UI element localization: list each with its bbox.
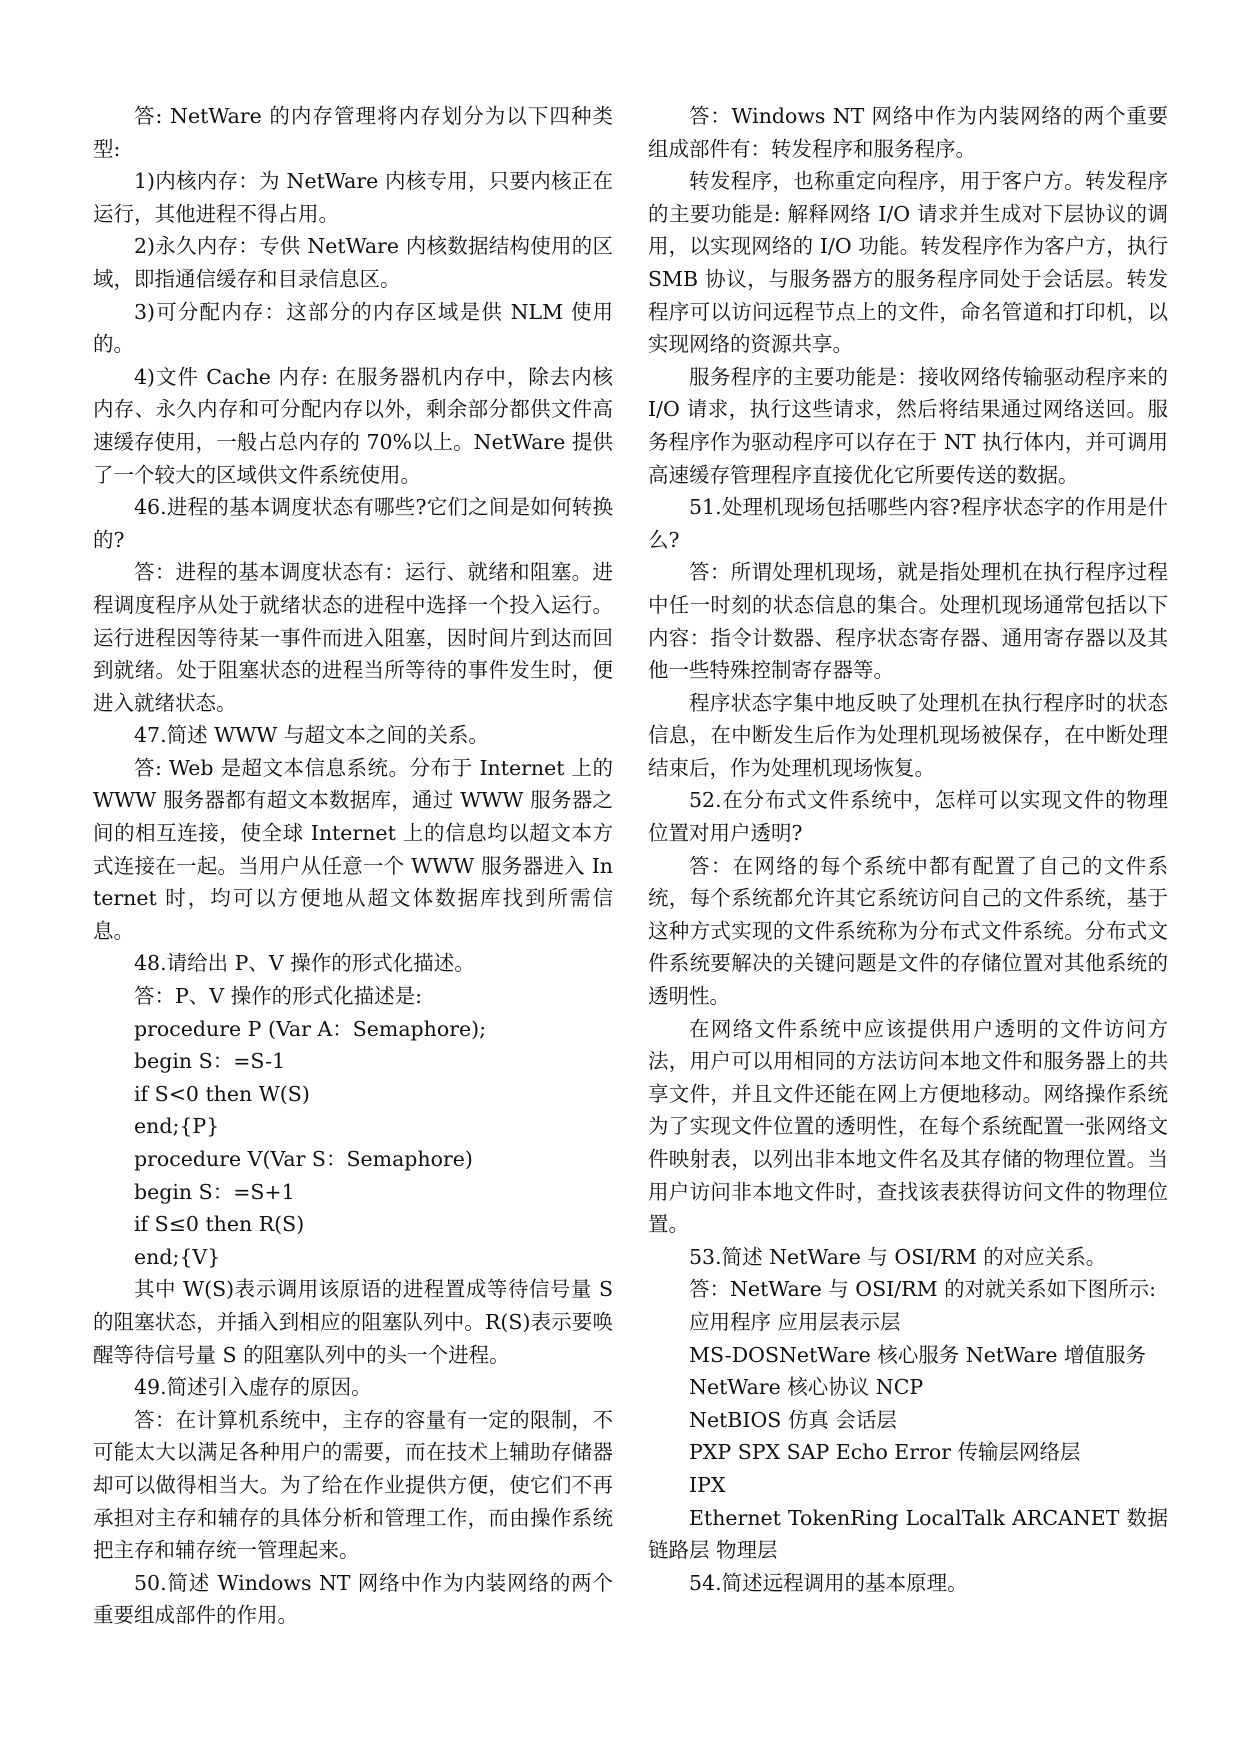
right-column	[648, 100, 1168, 1599]
layer-mapping-line: MS-DOSNetWare 核心服务 NetWare 增值服务	[689, 1342, 1147, 1367]
paragraph: 3)可分配内存：这部分的内存区域是供 NLM 使用的。	[93, 299, 613, 357]
paragraph: 答：Windows NT 网络中作为内装网络的两个重要组成部件有：转发程序和服务程序。	[648, 104, 1168, 161]
question-heading: 53.简述 NetWare 与 OSI/RM 的对应关系。	[689, 1244, 1107, 1269]
paragraph: 答: Web 是超文本信息系统。分布于 Internet 上的 WWW 服务器都有超文本数据库，通过 WWW 服务器之间的相互连接，使全球 Internet 上的信息均以超文本方式连接在一起。当用户从任意一个 WWW 服务器进入 Internet 时，均可以方便地从超文体数据库找到所需信息。	[93, 755, 613, 943]
paragraph: 其中 W(S)表示调用该原语的进程置成等待信号量 S 的阻塞状态，并插入到相应的阻塞队列中。R(S)表示要唤醒等待信号量 S 的阻塞队列中的头一个进程。	[93, 1277, 613, 1367]
question-heading: 46.进程的基本调度状态有哪些?它们之间是如何转换的?	[93, 495, 613, 552]
question-heading: 54.简述远程调用的基本原理。	[689, 1570, 968, 1595]
question-heading: 48.请给出 P、V 操作的形式化描述。	[134, 951, 475, 976]
paragraph: 答: NetWare 的内存管理将内存划分为以下四种类型:	[93, 104, 613, 161]
code-line: if S≤0 then R(S)	[134, 1212, 305, 1237]
paragraph: 答：在网络的每个系统中都有配置了自己的文件系统，每个系统都允许其它系统访问自己的文件系统，基于这种方式实现的文件系统称为分布式文件系统。分布式文件系统要解决的关键问题是文件的存储位置对其他系统的透明性。	[648, 853, 1168, 1009]
question-heading: 49.简述引入虚存的原因。	[134, 1375, 372, 1400]
layer-mapping-line: IPX	[689, 1472, 726, 1497]
paragraph: 在网络文件系统中应该提供用户透明的文件访问方法，用户可以用相同的方法访问本地文件和服务器上的共享文件，并且文件还能在网上方便地移动。网络操作系统为了实现文件位置的透明性，在每个系统配置一张网络文件映射表，以列出非本地文件名及其存储的物理位置。当用户访问非本地文件时，查找该表获得访问文件的物理位置。	[648, 1016, 1168, 1237]
layer-mapping-line: NetWare 核心协议 NCP	[689, 1375, 924, 1400]
code-line: if S<0 then W(S)	[134, 1081, 310, 1106]
question-heading: 47.简述 WWW 与超文本之间的关系。	[134, 723, 489, 748]
question-heading: 52.在分布式文件系统中，怎样可以实现文件的物理位置对用户透明?	[648, 788, 1168, 846]
code-line: end;{V}	[134, 1244, 221, 1269]
code-line: end;{P}	[134, 1114, 220, 1139]
question-heading: 50.简述 Windows NT 网络中作为内装网络的两个重要组成部件的作用。	[93, 1570, 613, 1628]
code-line: procedure V(Var S：Semaphore)	[134, 1147, 473, 1171]
left-column	[93, 100, 613, 1632]
paragraph: 服务程序的主要功能是：接收网络传输驱动程序来的 I/O 请求，执行这些请求，然后将结果通过网络送回。服务程序作为驱动程序可以存在于 NT 执行体内，并可调用高速缓存管理程序直接优化它所要传送的数据。	[648, 364, 1168, 487]
layer-mapping-line: 应用程序 应用层表示层	[689, 1309, 901, 1334]
paragraph: 答：NetWare 与 OSI/RM 的对就关系如下图所示:	[689, 1277, 1156, 1302]
code-line: procedure P (Var A：Semaphore);	[134, 1016, 487, 1041]
paragraph: 2)永久内存：专供 NetWare 内核数据结构使用的区域，即指通信缓存和目录信息区。	[93, 234, 613, 291]
paragraph: 转发程序，也称重定向程序，用于客户方。转发程序的主要功能是: 解释网络 I/O 请求并生成对下层协议的调用，以实现网络的 I/O 功能。转发程序作为客户方，执行 SMB 协议，与服务器方的服务程序同处于会话层。转发程序可以访问远程节点上的文件，命名管道和打印机，以实现网络的资源共享。	[648, 169, 1168, 357]
layer-mapping-line: Ethernet TokenRing LocalTalk ARCANET 数据链路层 物理层	[648, 1505, 1168, 1563]
paragraph: 1)内核内存：为 NetWare 内核专用，只要内核正在运行，其他进程不得占用。	[93, 169, 613, 226]
layer-mapping-line: NetBIOS 仿真 会话层	[689, 1407, 897, 1432]
paragraph: 答：P、V 操作的形式化描述是:	[134, 984, 423, 1009]
paragraph: 答：在计算机系统中，主存的容量有一定的限制，不可能太大以满足各种用户的需要，而在技术上辅助存储器却可以做得相当大。为了给在作业提供方便，使它们不再承担对主存和辅存的具体分析和管理工作，而由操作系统把主存和辅存统一管理起来。	[93, 1407, 613, 1563]
paragraph: 答：进程的基本调度状态有：运行、就绪和阻塞。进程调度程序从处于就绪状态的进程中选择一个投入运行。运行进程因等待某一事件而进入阻塞，因时间片到达而回到就绪。处于阻塞状态的进程当所等待的事件发生时，便进入就绪状态。	[93, 560, 613, 715]
question-heading: 51.处理机现场包括哪些内容?程序状态字的作用是什么?	[648, 495, 1168, 552]
layer-mapping-line: PXP SPX SAP Echo Error 传输层网络层	[689, 1440, 1081, 1465]
paragraph: 程序状态字集中地反映了处理机在执行程序时的状态信息，在中断发生后作为处理机现场被保存，在中断处理结束后，作为处理机现场恢复。	[648, 690, 1168, 780]
paragraph: 答：所谓处理机现场，就是指处理机在执行程序过程中任一时刻的状态信息的集合。处理机现场通常包括以下内容：指令计数器、程序状态寄存器、通用寄存器以及其他一些特殊控制寄存器等。	[648, 560, 1168, 683]
code-line: begin S：=S-1	[134, 1049, 286, 1074]
paragraph: 4)文件 Cache 内存: 在服务器机内存中，除去内核内存、永久内存和可分配内存以外，剩余部分都供文件高速缓存使用，一般占总内存的 70%以上。NetWare 提供了一个较大的区域供文件系统使用。	[93, 364, 613, 487]
code-line: begin S：=S+1	[134, 1179, 295, 1204]
